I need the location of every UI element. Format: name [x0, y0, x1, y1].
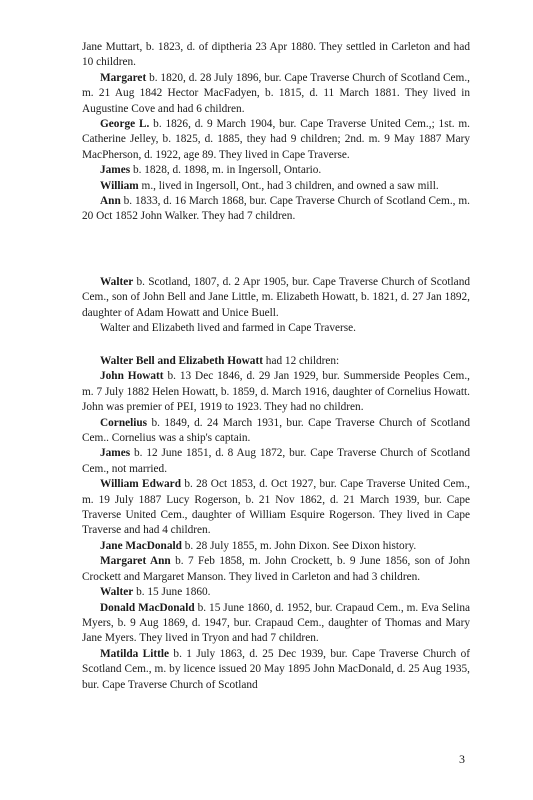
person-name: Margaret Ann [100, 555, 171, 568]
person-name: Walter Bell and Elizabeth Howatt [100, 355, 263, 367]
person-name: James [100, 164, 131, 177]
genealogy-entry [82, 163, 470, 178]
genealogy-entry [82, 477, 470, 539]
genealogy-entry [82, 194, 470, 225]
entry-text: b. 1828, d. 1898, m. in Ingersoll, Ontario. [130, 164, 322, 177]
person-name: William [100, 179, 139, 192]
genealogy-entry [82, 71, 470, 117]
entry-text: b. 1820, d. 28 July 1896, bur. Cape Traverse Church of Scotland Cem., m. 21 Aug 1842 Hector MacFadyen, b. 1815, d. 11 March 1881. They lived in Augustine Cove and had 6 children. [82, 71, 470, 115]
genealogy-entry [82, 647, 470, 693]
genealogy-entry [82, 354, 470, 369]
person-name: John Howatt [100, 370, 164, 383]
genealogy-entry [82, 585, 470, 600]
walter-bell-entry-block [82, 275, 470, 337]
genealogy-entry [82, 539, 470, 554]
entry-text: b. 1826, d. 9 March 1904, bur. Cape Traverse United Cem.,; 1st. m. Catherine Jelley, b. 1825, d. 1885, they had 9 children; 2nd. m. 9 May 1887 Mary MacPherson, d. 1922, age 89. They lived in Cape Traverse. [82, 118, 470, 161]
genealogy-entry [82, 369, 470, 415]
entry-text: m., lived in Ingersoll, Ont., had 3 children, and owned a saw mill. [138, 179, 439, 192]
genealogy-entry [82, 179, 470, 194]
person-name: William Edward [100, 478, 181, 491]
person-name: Ann [100, 195, 121, 208]
entry-text: b. 13 Dec 1846, d. 29 Jan 1929, bur. Summerside Peoples Cem., m. 7 July 1882 Helen Howatt, b. 1859, d. March 1916, daughter of Cornelius Howatt. John was premier of PEI, 1919 to 1923. They had no children. [82, 370, 470, 414]
entry-text: b. 1833, d. 16 March 1868, bur. Cape Traverse Church of Scotland Cem., m. 20 Oct 1852 John Walker. They had 7 children. [82, 195, 470, 223]
person-name: George L. [100, 118, 150, 131]
genealogy-entry [82, 416, 470, 447]
entry-text: had 12 children: [262, 355, 340, 367]
entry-text: Jane Muttart, b. 1823, d. of diptheria 23 Apr 1880. They settled in Carleton and had 10 children. [82, 41, 470, 69]
person-name: Matilda Little [100, 647, 170, 660]
person-name: Walter [100, 276, 134, 288]
entry-text: b. 28 Oct 1853, d. Oct 1927, bur. Cape Traverse United Cem., m. 19 July 1887 Lucy Rogerson, b. 21 Nov 1862, d. 21 March 1939, bur. Cape Traverse United Cem., daughter of William Esquire Rogerson. They lived in Cape Traverse and had 4 children. [82, 478, 471, 537]
entry-text: Walter and Elizabeth lived and farmed in Cape Traverse. [100, 322, 357, 335]
entry-text: b. 15 June 1860, d. 1952, bur. Crapaud Cem., m. Eva Selina Myers, b. 9 Aug 1869, d. 1947, bur. Crapaud Cem., daughter of Thomas and Mary Jane Myers. They lived in Tryon and had 7 children. [82, 601, 471, 645]
entry-text: b. 1849, d. 24 March 1931, bur. Cape Traverse Church of Scotland Cem.. Cornelius was a ship's captain. [82, 416, 470, 445]
entry-text: b. 12 June 1851, d. 8 Aug 1872, bur. Cape Traverse Church of Scotland Cem., not married. [82, 447, 470, 475]
entry-text: b. 28 July 1855, m. John Dixon. See Dixon history. [181, 539, 417, 552]
bell-family-first-generation-block [82, 40, 470, 225]
entry-text: b. 1 July 1863, d. 25 Dec 1939, bur. Cape Traverse Church of Scotland Cem., m. by licence issued 20 May 1895 John MacDonald, d. 25 Aug 1935, bur. Cape Traverse Church of Scotland [82, 647, 470, 691]
entry-text: b. Scotland, 1807, d. 2 Apr 1905, bur. Cape Traverse Church of Scotland Cem., son of John Bell and Jane Little, m. Elizabeth Howatt, b. 1821, d. 27 Jan 1892, daughter of Adam Howatt and Unice Buell. [82, 276, 470, 319]
person-name: Donald MacDonald [100, 601, 195, 614]
page-number: 3 [459, 752, 465, 766]
genealogy-entry [82, 275, 470, 321]
genealogy-entry [82, 554, 470, 585]
genealogy-entry [82, 601, 470, 647]
person-name: Margaret [100, 71, 147, 84]
genealogy-entry [82, 40, 470, 71]
person-name: James [100, 447, 131, 460]
person-name: Walter [100, 586, 134, 599]
person-name: Cornelius [100, 416, 148, 429]
entry-text: b. 7 Feb 1858, m. John Crockett, b. 9 June 1856, son of John Crockett and Margaret Manson. They lived in Carleton and had 3 children. [82, 555, 470, 583]
entry-text: b. 15 June 1860. [133, 586, 211, 599]
person-name: Jane MacDonald [100, 539, 182, 552]
genealogy-entry [82, 446, 470, 477]
genealogy-entry [82, 117, 470, 163]
walter-children-list-block [82, 354, 470, 693]
genealogy-entry [82, 321, 470, 336]
